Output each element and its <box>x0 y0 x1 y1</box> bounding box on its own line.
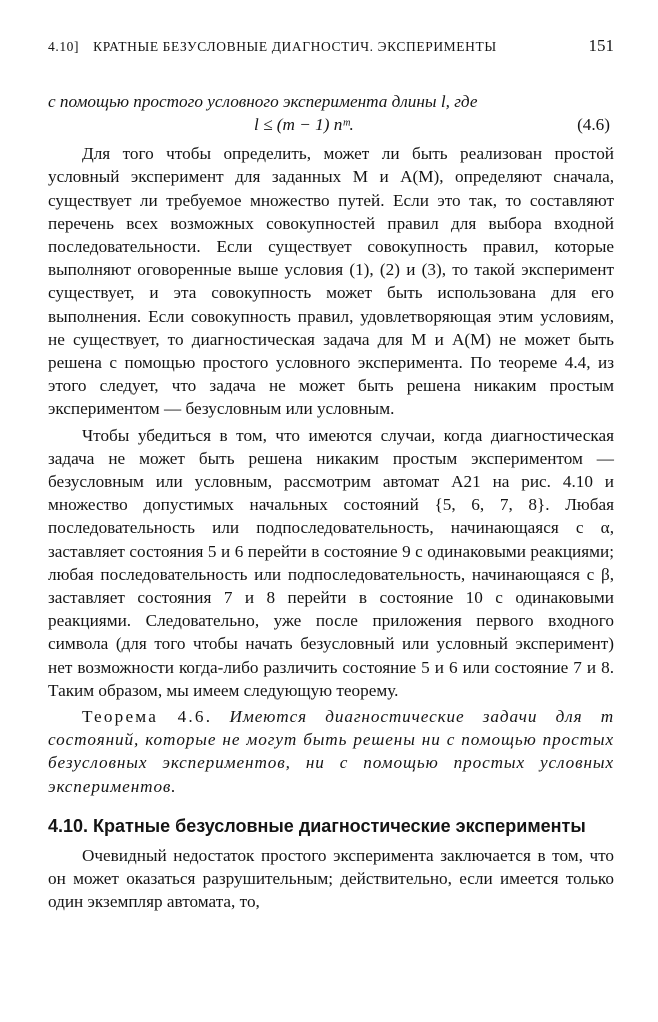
theorem-4-6 <box>48 705 614 798</box>
header-left <box>48 39 497 55</box>
section-paragraph: Очевидный недостаток простого эксперимента заключается в том, что он может оказаться разрушительным; действительно, если имеется только один экземпляр автомата, то, <box>48 845 614 912</box>
continuation-line: с помощью простого условного эксперимента длины l, где <box>48 92 478 111</box>
header-section-number: 4.10] <box>48 39 80 54</box>
header-running-title: КРАТНЫЕ БЕЗУСЛОВНЫЕ ДИАГНОСТИЧ. ЭКСПЕРИМЕНТЫ <box>93 39 497 54</box>
formula-number: (4.6) <box>577 115 610 135</box>
section-heading: 4.10. Кратные безусловные диагностические эксперименты <box>48 815 586 836</box>
book-page <box>48 36 614 914</box>
formula-expression: l ≤ (m − 1) nᵐ. <box>254 115 354 135</box>
theorem-label: Теорема 4.6. <box>82 707 213 727</box>
page-number: 151 <box>588 36 614 55</box>
theorem-text: Имеются диагностические задачи для m состояний, которые не могут быть решены ни с помощью простых безусловных экспериментов, ни с помощью простых условных экспериментов. <box>48 707 615 796</box>
paragraph-2: Чтобы убедиться в том, что имеются случаи, когда диагностическая задача не может быть решена никаким простым экспериментом — безусловным или условным, рассмотрим автомат A21 на рис. 4.10 и множество допустимых начальных состояний {5, 6, 7, 8}. Любая последовательность или подпоследовательность, начинающаяся с α, заставляет состояния 5 и 6 перейти в состояние 9 с одинаковыми реакциями; любая последовательность или подпоследовательность, начинающаяся с β, заставляет состояния 7 и 8 перейти в состояние 10 с одинаковыми реакциями. Следовательно, уже после приложения первого входного символа (для того чтобы начать безусловный или условный эксперимент) нет возможности когда-либо различить состояние 5 и 6 или состояние 7 и 8. Таким образом, мы имеем следующую теорему. <box>48 425 614 700</box>
paragraph-1: Для того чтобы определить, может ли быть реализован простой условный эксперимент для заданных M и A(M), определяют сначала, существует ли требуемое множество путей. Если это так, то составляют перечень всех возможных совокупностей правил для выбора входной последовательности. Если существует совокупность правил, которые выполняют оговоренные выше условия (1), (2) и (3), то такой эксперимент существует, и эта совокупность может быть использована для его выполнения. Если совокупность правил, удовлетворяющая этим условиям, не существует, то диагностическая задача для M и A(M) не может быть решена с помощью простого условного эксперимента. По теореме 4.4, из этого следует, что задача не может быть решена никаким простым экспериментом — безусловным или условным. <box>48 144 614 419</box>
formula-4-6 <box>48 113 614 139</box>
running-header <box>48 36 614 62</box>
